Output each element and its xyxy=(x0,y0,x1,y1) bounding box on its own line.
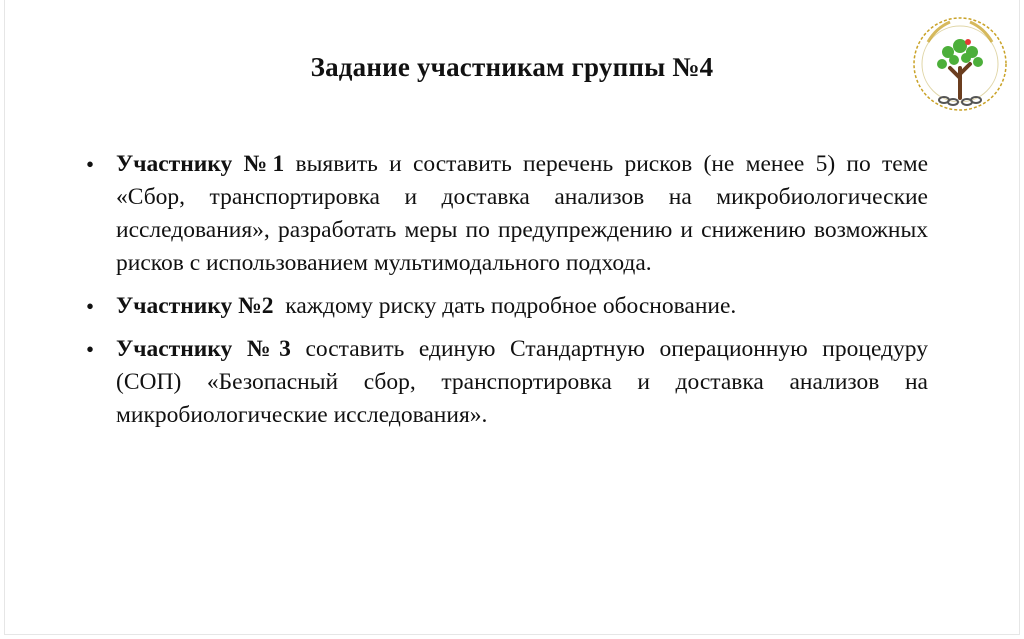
bullet-marker: • xyxy=(86,337,95,362)
participant-label: Участнику №1 xyxy=(116,151,285,177)
task-text: составить единую Стандартную операционную процедуру (СОП) «Безопасный сбор, транспортировка и доставка анализов на микробиологические исследования». xyxy=(116,336,928,428)
bullet-marker: • xyxy=(86,294,95,319)
participant-label: Участнику №2 xyxy=(116,293,274,319)
participant-label: Участнику №3 xyxy=(116,336,291,362)
list-item xyxy=(86,148,928,280)
tree-emblem-icon xyxy=(908,12,1012,116)
task-text: каждому риску дать подробное обоснование. xyxy=(273,293,737,319)
slide-title: Задание участникам группы №4 xyxy=(310,52,714,82)
list-item xyxy=(86,333,928,432)
task-list xyxy=(86,148,928,442)
bullet-marker: • xyxy=(86,152,95,177)
list-item xyxy=(86,290,928,323)
task-text: выявить и составить перечень рисков (не менее 5) по теме «Сбор, транспортировка и доставка анализов на микробиологические исследования», разработать меры по предупреждению и снижению возможных рисков с использованием мультимодального подхода. xyxy=(116,151,928,276)
